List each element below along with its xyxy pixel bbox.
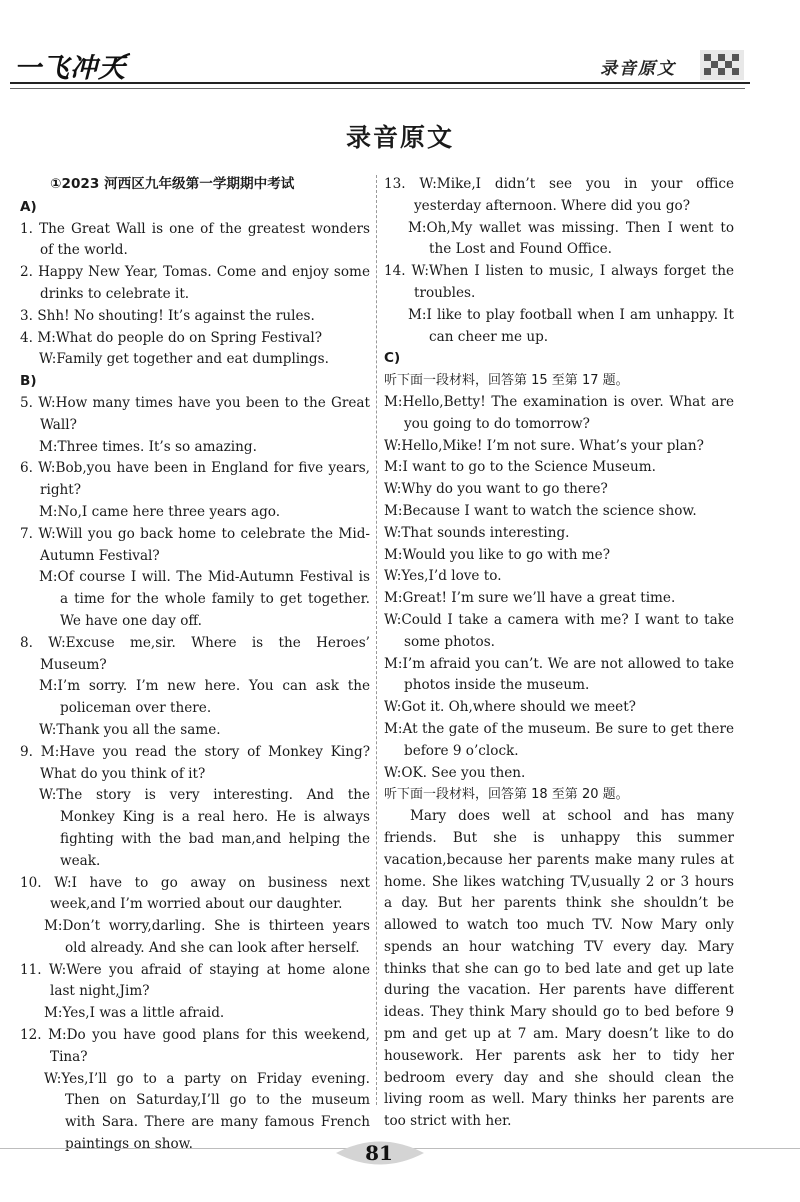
instruction-15-17: 听下面一段材料，回答第 15 至第 17 题。 [384, 373, 629, 389]
dialogue-line: M:I’m afraid you can’t. We are not allowed to take photos inside the museum. [384, 655, 734, 694]
question-2: 2. Happy New Year, Tomas. Come and enjoy some drinks to celebrate it. [20, 264, 370, 302]
dialogue-line: W:OK. See you then. [384, 764, 526, 781]
question-11-response: M:Yes,I was a little afraid. [44, 1005, 225, 1022]
question-8-response-2: W:Thank you all the same. [39, 721, 221, 738]
question-14: 14. W:When I listen to music, I always forget the troubles. [384, 263, 734, 301]
brand-logo-text: 一飞冲天 [14, 53, 126, 84]
question-7: 7. W:Will you go back home to celebrate the Mid-Autumn Festival? [20, 525, 370, 564]
page-header [0, 0, 800, 100]
question-1: 1. The Great Wall is one of the greatest wonders of the world. [20, 220, 370, 259]
question-6-response: M:No,I came here three years ago. [39, 503, 281, 520]
question-8-response: M:I’m sorry. I’m new here. You can ask the policeman over there. [39, 678, 370, 717]
dialogue-line: M:Great! I’m sure we’ll have a great time. [384, 590, 676, 607]
question-10: 10. W:I have to go away on business next week,and I’m worried about our daughter. [20, 874, 370, 913]
dialogue-line: W:Got it. Oh,where should we meet? [384, 699, 636, 716]
dialogue-line: M:At the gate of the museum. Be sure to get there before 9 o’clock. [384, 720, 734, 759]
question-12: 12. M:Do you have good plans for this weekend, Tina? [20, 1027, 370, 1065]
question-10-response: M:Don’t worry,darling. She is thirteen years old already. And she can look after herself. [44, 918, 370, 956]
page-number: 81 [365, 1141, 393, 1165]
instruction-18-20: 听下面一段材料，回答第 18 至第 20 题。 [384, 787, 629, 803]
question-11: 11. W:Were you afraid of staying at home alone last night,Jim? [20, 961, 370, 1000]
passage-paragraph: Mary does well at school and has many friends. But she is unhappy this summer vacation,because her parents make many rules at home. She likes watching TV,usually 2 or 3 hours a day. But her parents think she shouldn’t be allowed to watch too much TV. Now Mary only spends an hour watching TV every day. Mary thinks that she can go to bed late and get up late during the vacation. Her parents have different ideas. They think Mary should go to bed before 9 pm and get up at 7 am. Mary doesn’t like to do housework. Her parents ask her to tidy her bedroom every day and she should clean the living room as well. Mary thinks her parents are too strict with her. [384, 808, 734, 1130]
dialogue-line: M:Because I want to watch the science show. [384, 502, 697, 519]
question-4-response: W:Family get together and eat dumplings. [39, 351, 329, 368]
question-12-response: W:Yes,I’ll go to a party on Friday evening. Then on Saturday,I’ll go to the museum with Sara. There are many famous French paintings on show. [44, 1070, 370, 1153]
question-5-response: M:Three times. It’s so amazing. [39, 438, 257, 455]
section-tag: 录音原文 [600, 59, 676, 79]
dialogue-line: W:Hello,Mike! I’m not sure. What’s your plan? [384, 437, 704, 454]
question-7-response: M:Of course I will. The Mid-Autumn Festival is a time for the whole family to get together. We have one day off. [39, 569, 370, 629]
question-14-response: M:I like to play football when I am unhappy. It can cheer me up. [408, 306, 734, 345]
exam-title: ①2023 河西区九年级第一学期期中考试 [50, 176, 295, 192]
dialogue-line: W:Why do you want to go there? [384, 481, 608, 498]
dialogue-line: M:Would you like to go with me? [384, 546, 611, 563]
question-3: 3. Shh! No shouting! It’s against the rules. [20, 307, 315, 324]
section-a-heading: A) [20, 198, 37, 215]
question-8: 8. W:Excuse me,sir. Where is the Heroes’ Museum? [20, 634, 370, 673]
dialogue-line: W:Yes,I’d love to. [384, 568, 502, 585]
dialogue-line: W:Could I take a camera with me? I want to take some photos. [384, 611, 734, 650]
section-c-heading: C) [384, 350, 401, 367]
dialogue-line: M:I want to go to the Science Museum. [384, 459, 656, 476]
dialogue-line: M:Hello,Betty! The examination is over. What are you going to do tomorrow? [384, 393, 734, 432]
header-rule-thin [10, 88, 745, 89]
page-title: 录音原文 [345, 123, 454, 152]
question-13: 13. W:Mike,I didn’t see you in your office yesterday afternoon. Where did you go? [384, 176, 734, 214]
right-column [384, 174, 734, 1133]
question-4: 4. M:What do people do on Spring Festival? [20, 329, 323, 346]
question-13-response: M:Oh,My wallet was missing. Then I went to the Lost and Found Office. [408, 219, 734, 258]
question-9: 9. M:Have you read the story of Monkey King? What do you think of it? [20, 743, 370, 782]
section-b-heading: B) [20, 373, 37, 390]
swoosh-icon [110, 52, 132, 70]
question-5: 5. W:How many times have you been to the Great Wall? [20, 394, 370, 433]
checker-pattern-icon [700, 50, 744, 80]
question-6: 6. W:Bob,you have been in England for five years, right? [20, 460, 370, 499]
header-rule [10, 82, 750, 84]
dialogue-line: W:That sounds interesting. [384, 524, 570, 541]
left-column [20, 174, 370, 1156]
column-divider [376, 175, 377, 1105]
question-9-response: W:The story is very interesting. And the Monkey King is a real hero. He is always fighting with the bad man,and helping the weak. [39, 787, 370, 869]
